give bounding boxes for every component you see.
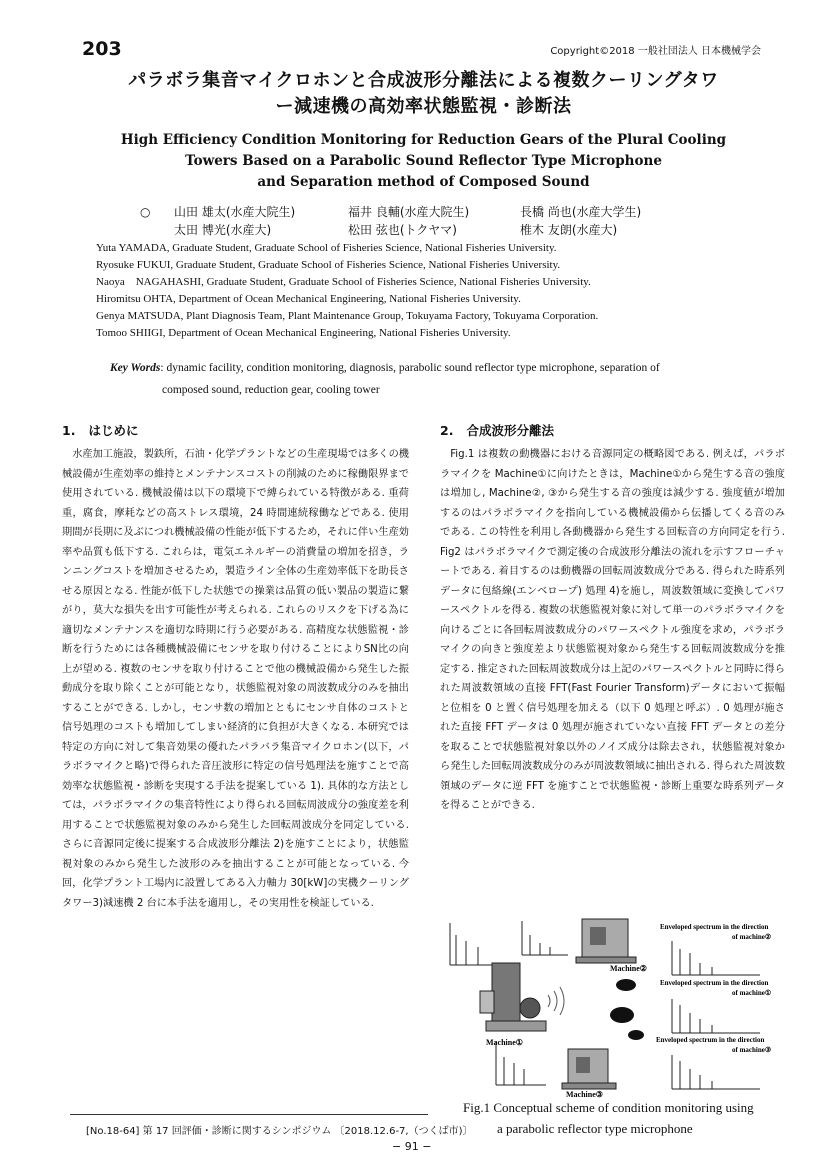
section1-heading: 1. はじめに <box>62 423 139 438</box>
label-env-m1-line1: Enveloped spectrum in the direction <box>660 979 769 987</box>
title-en <box>80 130 767 193</box>
keywords-line2: composed sound, reduction gear, cooling tower <box>162 384 380 396</box>
spectrum-bottom <box>496 1041 546 1085</box>
label-machine-2: Machine② <box>610 964 647 973</box>
label-machine-3: Machine③ <box>566 1090 603 1098</box>
caption-line2: a parabolic reflector type microphone <box>497 1121 693 1136</box>
spectrum-right-3 <box>672 1055 760 1089</box>
section1-paragraph: 水産加工施設，製鉄所，石油・化学プラントなどの生産現場では多くの機械設備が生産効率の維持とメンテナンスコストの削減のために稼働限界まで使用されている. 機械設備は以下の環境下で縛られている特徴がある. 重荷重，腐食，摩耗などの高ストレス環境，24 時間連続稼働などである. 使用期間が長期に及ぶにつれ機械設備の性能が低下するため，それに伴い生産効率や品質も低下する. これらは，電気エネルギーの消費量の増加を招き，ランニングコストを増加させるため，製造ライン全体の生産効率低下を助長させる原因となる. 性能が低下した状態での操業は品質の低い製品の製造に繋がり，莫大な損失を出す可能性が考えられる. これらのリスクを下げる為に適切なメンテナンスを適切な時期に行う必要がある. 高精度な状態監視・診断を行うためには各種機械設備にセンサを取り付けることによりSN比の向上が望める. 複数のセンサを取り付けることで他の機械設備から発生した振動成分を取り除くことが可能となり，状態監視対象の周波数成分のみを抽出することができる. しかし，センサ数の増加とともにセンサ自体のコストと信号処理のコストも増加してしまい経済的に負担が大きくなる. 本研究では特定の方向に対して集音効果の優れたパラバラ集音マイクロホン(以下，パラボラマイクと略)で得られた音圧波形に特定の信号処理法を施すことで高効率な状態監視・診断を実現する手法を提案している 1). 具体的な方法としては，パラボラマイクの集音特性により得られる回転周波成分の強度差を利用することで状態監視対象のみから発生した回転周波成分を同定している. さらに音源同定後に提案する合成波形分離法 2)を施すことにより，状態監視対象のみから発生した波形のみを抽出することが可能となっている. 今回，化学プラント工場内に設置してある入力軸力 30[kW]の実機クーリングタワー3)減速機 2 台に本手法を適用し，その実用性を検証している. <box>62 449 409 909</box>
section2-heading: 2. 合成波形分離法 <box>440 423 555 438</box>
sound-waves <box>548 987 564 1015</box>
keywords-label: Key Words <box>110 362 161 374</box>
title-en-line1: High Efficiency Condition Monitoring for Reduction Gears of the Plural Cooling <box>120 132 727 148</box>
affiliation: Hiromitsu OHTA, Department of Ocean Mechanical Engineering, National Fisheries University. <box>96 293 521 305</box>
affiliation: Naoya NAGAHASHI, Graduate Student, Graduate School of Fisheries Science, National Fisheries University. <box>96 276 591 288</box>
spectrum-right-2 <box>672 941 760 975</box>
affiliation: Ryosuke FUKUI, Graduate Student, Graduate School of Fisheries Science, National Fisheries University. <box>96 259 561 271</box>
label-env-m1: of machine① <box>732 989 772 997</box>
title-en-line3: and Separation method of Composed Sound <box>257 174 590 190</box>
figure-1 <box>440 913 792 1098</box>
section1-body <box>62 445 409 913</box>
authors-jp <box>140 203 740 239</box>
author-4: 太田 博光(水産大) <box>174 223 272 237</box>
title-jp-line1: パラボラ集音マイクロホンと合成波形分離法による複数クーリングタワ <box>128 70 719 91</box>
author-1: 山田 雄太(水産大院生) <box>174 205 296 219</box>
spectrum-right-1 <box>672 999 760 1033</box>
title-en-line2: Towers Based on a Parabolic Sound Reflector Type Microphone <box>185 153 662 169</box>
author-6: 椎木 友朗(水産大) <box>520 223 618 237</box>
affiliation: Genya MATSUDA, Plant Diagnosis Team, Plant Maintenance Group, Tokuyama Factory, Tokuyama Corporation. <box>96 310 599 322</box>
spectrum-center <box>522 921 568 955</box>
label-env-m2-line1: Enveloped spectrum in the direction <box>660 923 769 931</box>
author-2: 福井 良輔(水産大院生) <box>348 205 470 219</box>
section2-paragraph: Fig.1 は複数の動機器における音源同定の概略図である. 例えば，パラボラマイクを Machine①に向けたときは，Machine①から発生する音の強度は増加し, Machine②, ③から発生する音の強度は減少する. 強度値が増加するのはパラボラマイクを指向している機械設備から伝播してくる音のみである. この特性を利用し各動機器から発生する回転音の方向同定を行う. Fig2 はパラボラマイクで測定後の合成波形分離法の流れを示すフローチャートである. 着目するのは動機器の回転周波数成分である. 得られた時系列データに包絡線(エンベロープ) 処理 4)を施し，周波数領域に変換してパワースペクトルを得る. 複数の状態監視対象に対して単一のパラボラマイクを向けるごとに各回転周波数成分のパワースペクトル強度を求め，パラボラマイクの向きと強度差より状態監視対象から発生する回転周波数成分を推定する. 推定された回転周波数成分は上記のパワースペクトルと同時に得られた周波数領域の直接 FFT(Fast Fourier Transform)データにおいて振幅と位相を 0 と置く信号処理を加える（以下 0 処理と呼ぶ）. 0 処理が施された直接 FFT データは 0 処理が施されていない直接 FFT データとの差分を取ることで状態監視対象以外のノイズ成分は除去され，状態監視対象から発生した回転周波数成分のみが周波数領域に抽出される. 得られた周波数領域のデータに逆 FFT を施すことで状態監視・診断上重要な時系列データを得ることができる. <box>440 449 785 811</box>
machine-1-illustration <box>480 963 546 1031</box>
label-machine-1: Machine① <box>486 1038 523 1047</box>
label-env-m3: of machine③ <box>732 1046 772 1054</box>
figure-1-caption <box>463 1097 754 1139</box>
presenter-marker: ○ <box>140 205 151 219</box>
footer-divider <box>70 1114 428 1115</box>
caption-line1: Fig.1 Conceptual scheme of condition monitoring using <box>463 1100 754 1115</box>
author-3: 長橋 尚也(水産大学生) <box>520 205 642 219</box>
title-jp-line2: ー減速機の高効率状態監視・診断法 <box>275 96 572 117</box>
copyright-notice: Copyright©2018 一般社団法人 日本機械学会 <box>550 46 761 57</box>
page-number: 203 <box>82 38 122 60</box>
affiliation: Tomoo SHIIGI, Department of Ocean Mechanical Engineering, National Fisheries University. <box>96 327 511 339</box>
spectrum-left-top <box>450 923 502 965</box>
keywords-line1: : dynamic facility, condition monitoring, diagnosis, parabolic sound reflector type microphone, separation of <box>160 362 660 374</box>
author-5: 松田 弦也(トクヤマ) <box>348 223 457 237</box>
footer-page-number: − 91 − <box>392 1140 432 1153</box>
footer-text: [No.18-64] 第 17 回評価・診断に関するシンポジウム 〔2018.12.6-7,（つくば市)〕 <box>86 1126 473 1137</box>
machine-2-illustration <box>576 919 636 963</box>
machine-3-illustration <box>562 1049 616 1089</box>
keywords <box>110 357 730 401</box>
label-env-m2: of machine② <box>732 933 772 941</box>
parabolic-microphones <box>610 979 644 1040</box>
affiliation: Yuta YAMADA, Graduate Student, Graduate School of Fisheries Science, National Fisheries University. <box>96 242 557 254</box>
section2-body <box>440 445 785 816</box>
figure-1-diagram <box>440 913 792 1098</box>
label-env-m3-line1: Enveloped spectrum in the direction <box>656 1036 765 1044</box>
affiliations <box>96 240 598 342</box>
